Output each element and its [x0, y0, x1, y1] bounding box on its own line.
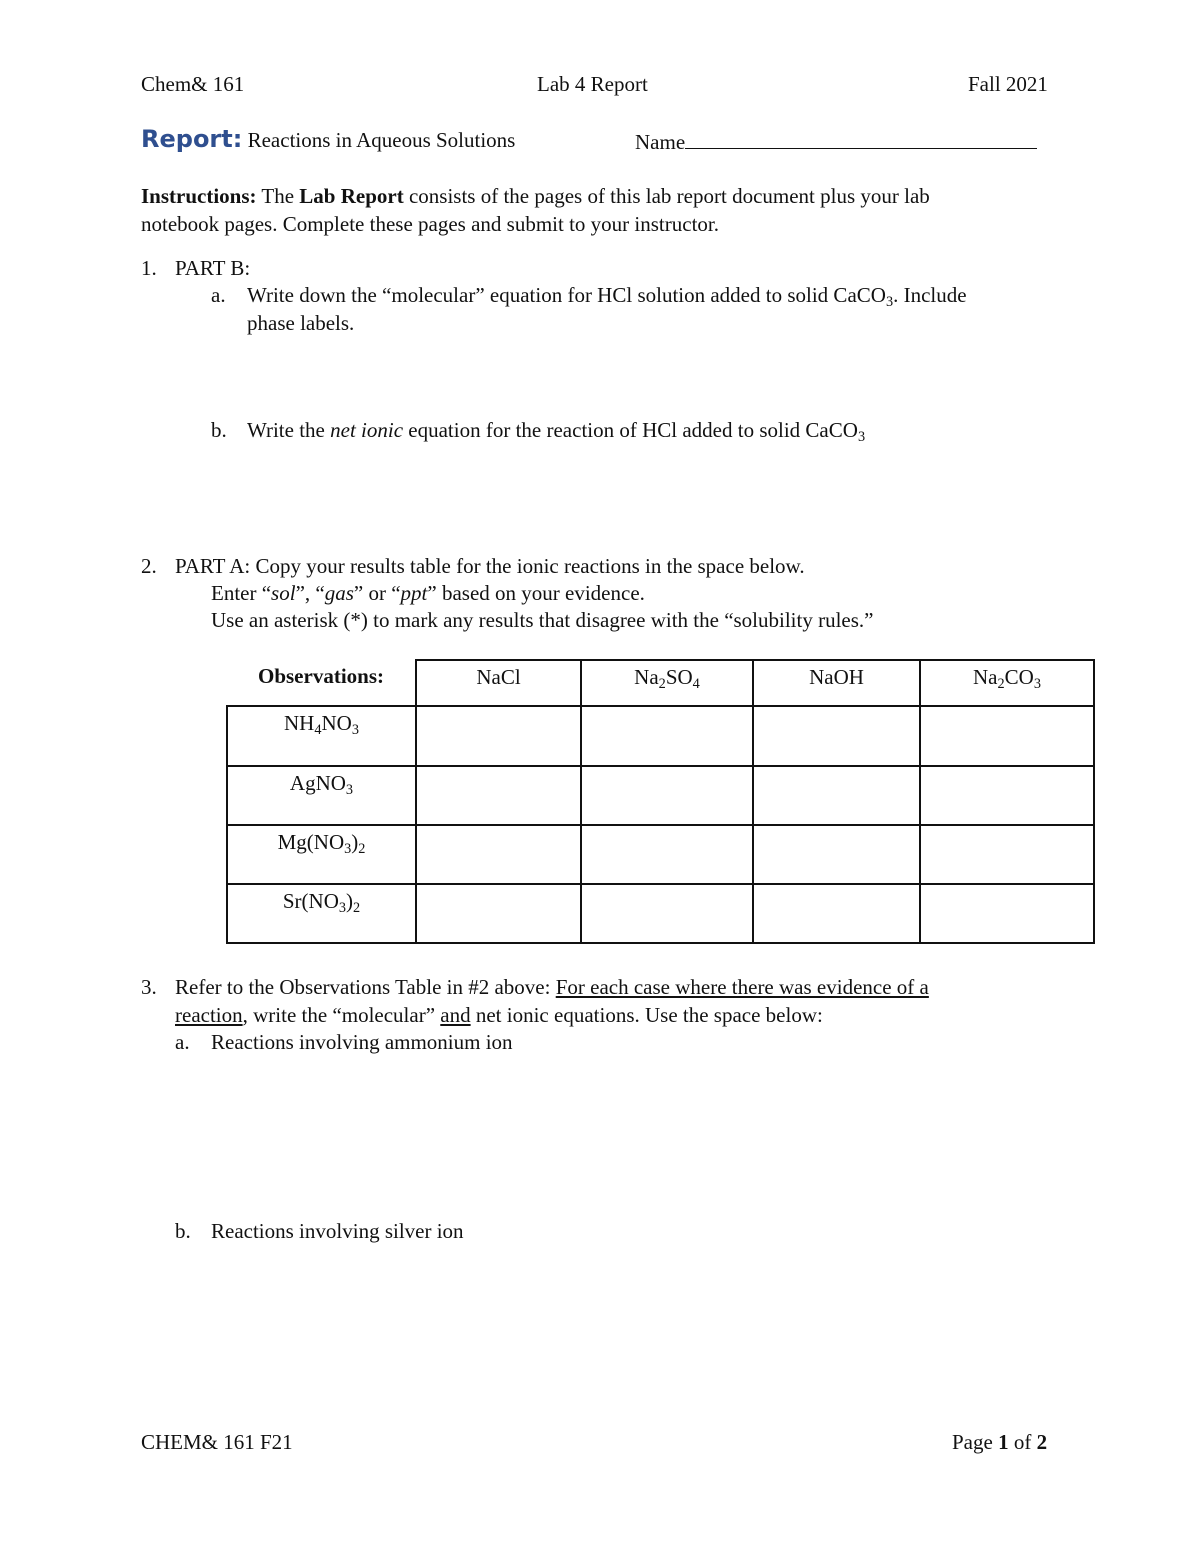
q3b-label: b.	[175, 1219, 191, 1243]
row-pre: Mg(NO	[277, 830, 345, 854]
header-term: Fall 2021	[968, 72, 1048, 96]
table-cell[interactable]	[920, 884, 1094, 943]
header-lab-title: Lab 4 Report	[537, 72, 648, 96]
row-header	[227, 706, 416, 766]
table-header-row	[227, 660, 1094, 706]
instructions	[141, 182, 1061, 238]
row-header	[227, 884, 416, 943]
row-sub: 3	[338, 899, 346, 916]
row-sub: 2	[353, 899, 361, 916]
observations-table	[226, 659, 1095, 944]
q2-line2	[211, 579, 645, 607]
row-sub: 4	[314, 721, 322, 738]
table-cell[interactable]	[920, 825, 1094, 884]
column-header	[920, 660, 1094, 706]
col-mid: CO	[1004, 665, 1034, 689]
table-cell[interactable]	[581, 825, 753, 884]
q2-ppt: ppt	[400, 581, 428, 605]
table-cell[interactable]	[753, 825, 920, 884]
q3-pre: Refer to the Observations Table in #2 above:	[175, 975, 551, 999]
table-row	[227, 825, 1094, 884]
q3-underline-3: and	[440, 1003, 471, 1027]
q3-text	[175, 973, 1055, 1029]
footer-left: CHEM& 161 F21	[141, 1430, 293, 1454]
q2-gas: gas	[324, 581, 354, 605]
column-header	[581, 660, 753, 706]
q1b-italic: net ionic	[330, 418, 404, 442]
table-cell[interactable]	[753, 706, 920, 766]
row-pre: Sr(NO	[282, 889, 339, 913]
col-pre: Na	[634, 665, 659, 689]
row-mid: )	[346, 889, 353, 913]
footer-page-total: 2	[1036, 1430, 1048, 1454]
table-cell[interactable]	[920, 706, 1094, 766]
row-sub: 3	[351, 721, 359, 738]
q1a-text-main: Write down the “molecular” equation for HCl solution added to solid CaCO	[247, 283, 886, 307]
table-cell[interactable]	[581, 884, 753, 943]
table-corner-label: Observations:	[227, 660, 416, 706]
instructions-bold: Lab Report	[299, 184, 404, 208]
table-cell[interactable]	[920, 766, 1094, 825]
q1b-main: equation for the reaction of HCl added to solid CaCO	[408, 418, 858, 442]
q3b-text: Reactions involving silver ion	[211, 1219, 464, 1243]
table-cell[interactable]	[416, 706, 581, 766]
table-row	[227, 884, 1094, 943]
q1a-line2: phase labels.	[247, 311, 355, 335]
header-course: Chem& 161	[141, 72, 245, 96]
name-label: Name	[635, 130, 686, 154]
row-mid: NO	[321, 711, 352, 735]
q1a-label: a.	[211, 283, 226, 307]
q2-text: PART A: Copy your results table for the ionic reactions in the space below.	[175, 554, 805, 578]
report-label: Report:	[141, 125, 243, 153]
table-row	[227, 706, 1094, 766]
instructions-pre: The	[261, 184, 295, 208]
name-blank-line[interactable]	[685, 128, 1037, 149]
row-header	[227, 766, 416, 825]
report-title	[141, 125, 515, 153]
instructions-text: consists of the pages of this lab report document plus your lab	[408, 184, 930, 208]
footer-page-number	[952, 1430, 1047, 1455]
row-pre: AgNO	[289, 771, 346, 795]
q2-line3: Use an asterisk (*) to mark any results that disagree with the “solubility rules.”	[211, 608, 874, 632]
table-cell[interactable]	[581, 766, 753, 825]
col-sub: 4	[692, 675, 700, 692]
name-field	[635, 128, 1037, 155]
row-mid: )	[351, 830, 359, 854]
col-sub: 2	[997, 675, 1005, 692]
q3-mid: , write the “molecular”	[242, 1003, 436, 1027]
instructions-line2: notebook pages. Complete these pages and submit to your instructor.	[141, 212, 719, 236]
q1b-sub: 3	[857, 428, 866, 445]
report-title-text: Reactions in Aqueous Solutions	[247, 128, 516, 152]
col-pre: NaCl	[476, 665, 521, 689]
column-header	[416, 660, 581, 706]
q1a-text-end: . Include	[893, 283, 967, 307]
row-sub: 3	[344, 840, 352, 857]
footer-page-num: 1	[998, 1430, 1009, 1454]
q2-mid1: ”, “	[295, 581, 325, 605]
col-pre: Na	[973, 665, 998, 689]
q1-number: 1.	[141, 256, 157, 280]
q2-mid2: ” or “	[353, 581, 401, 605]
q2-l2-end: ” based on your evidence.	[427, 581, 645, 605]
col-sub: 2	[658, 675, 666, 692]
q1a-sub: 3	[885, 293, 894, 310]
q3-underline-2: reaction	[175, 1003, 243, 1027]
instructions-label: Instructions:	[141, 184, 257, 208]
row-pre: NH	[284, 711, 315, 735]
q3a-text: Reactions involving ammonium ion	[211, 1030, 513, 1054]
q1-text: PART B:	[175, 256, 251, 280]
q3-number: 3.	[141, 975, 157, 999]
table-cell[interactable]	[753, 884, 920, 943]
col-sub: 3	[1033, 675, 1041, 692]
q2-number: 2.	[141, 554, 157, 578]
q3-underline-1: For each case where there was evidence of a	[555, 975, 929, 999]
table-cell[interactable]	[753, 766, 920, 825]
row-header	[227, 825, 416, 884]
footer-page-word: Page	[952, 1430, 993, 1454]
table-row	[227, 766, 1094, 825]
q2-l2-pre: Enter “	[211, 581, 272, 605]
q1b-pre: Write the	[247, 418, 325, 442]
table-cell[interactable]	[416, 884, 581, 943]
col-mid: SO	[665, 665, 693, 689]
footer-of-word: of	[1013, 1430, 1032, 1454]
q3a-label: a.	[175, 1030, 190, 1054]
row-sub: 3	[345, 781, 354, 798]
q3-end: net ionic equations. Use the space below:	[475, 1003, 823, 1027]
table-cell[interactable]	[581, 706, 753, 766]
table-cell[interactable]	[416, 825, 581, 884]
column-header	[753, 660, 920, 706]
row-sub: 2	[358, 840, 366, 857]
q1b-text	[247, 416, 865, 444]
col-pre: NaOH	[809, 665, 864, 689]
q1a-text	[247, 281, 1067, 337]
q2-sol: sol	[271, 581, 296, 605]
q1b-label: b.	[211, 418, 227, 442]
table-cell[interactable]	[416, 766, 581, 825]
